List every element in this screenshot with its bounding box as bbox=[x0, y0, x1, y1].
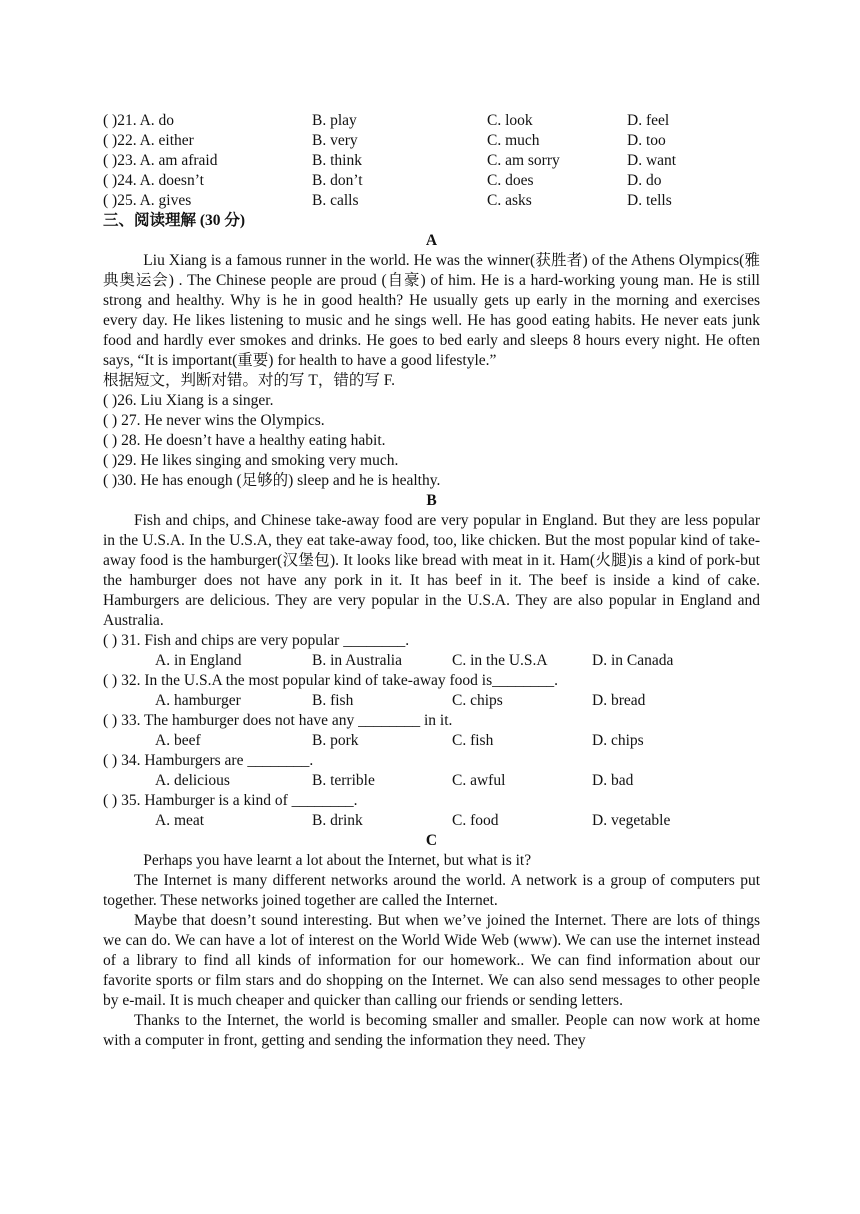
option-a: ( )22. A. either bbox=[103, 132, 194, 149]
option-a: A. meat bbox=[155, 812, 205, 829]
cloze-row-22 bbox=[103, 131, 760, 151]
passage-c-paragraph-2: The Internet is many different networks around the world. A network is a group of computers put together. These networks joined together are called the Internet. bbox=[103, 872, 760, 909]
option-a: A. beef bbox=[155, 732, 201, 749]
option-d: D. in Canada bbox=[592, 652, 674, 669]
option-b: B. don’t bbox=[312, 172, 363, 189]
option-b: B. drink bbox=[312, 812, 363, 829]
option-a: A. hamburger bbox=[155, 692, 241, 709]
question-34-options bbox=[103, 771, 760, 791]
option-a: ( )25. A. gives bbox=[103, 192, 192, 209]
passage-a-label: A bbox=[425, 232, 438, 249]
question-32-options bbox=[103, 691, 760, 711]
option-c: C. look bbox=[487, 112, 533, 129]
question-30: ( )30. He has enough (足够的) sleep and he is healthy. bbox=[103, 472, 441, 489]
option-c: C. food bbox=[452, 812, 499, 829]
passage-c-paragraph-1: Perhaps you have learnt a lot about the Internet, but what is it? bbox=[143, 852, 532, 869]
question-33-options bbox=[103, 731, 760, 751]
question-34: ( ) 34. Hamburgers are ________. bbox=[103, 752, 314, 769]
question-26: ( )26. Liu Xiang is a singer. bbox=[103, 392, 274, 409]
question-35: ( ) 35. Hamburger is a kind of ________. bbox=[103, 792, 358, 809]
question-32: ( ) 32. In the U.S.A the most popular kind of take-away food is________. bbox=[103, 672, 559, 689]
instruction: 根据短文，判断对错。对的写 T，错的写 F. bbox=[103, 372, 395, 389]
option-c: C. chips bbox=[452, 692, 503, 709]
question-27: ( ) 27. He never wins the Olympics. bbox=[103, 412, 325, 429]
option-d: D. feel bbox=[627, 112, 670, 129]
option-c: C. fish bbox=[452, 732, 494, 749]
question-31-options bbox=[103, 651, 760, 671]
cloze-row-23 bbox=[103, 151, 760, 171]
option-d: D. bad bbox=[592, 772, 634, 789]
option-b: B. fish bbox=[312, 692, 354, 709]
option-c: C. much bbox=[487, 132, 540, 149]
cloze-row-21 bbox=[103, 111, 760, 131]
option-d: D. want bbox=[627, 152, 677, 169]
option-b: B. calls bbox=[312, 192, 359, 209]
question-33: ( ) 33. The hamburger does not have any ________ in it. bbox=[103, 712, 453, 729]
option-c: C. am sorry bbox=[487, 152, 560, 169]
option-d: D. too bbox=[627, 132, 666, 149]
option-a: ( )24. A. doesn’t bbox=[103, 172, 204, 189]
cloze-options bbox=[103, 111, 760, 211]
option-d: D. tells bbox=[627, 192, 672, 209]
option-a: A. in England bbox=[155, 652, 242, 669]
question-35-options bbox=[103, 811, 760, 831]
option-c: C. asks bbox=[487, 192, 532, 209]
option-b: B. in Australia bbox=[312, 652, 402, 669]
option-d: D. chips bbox=[592, 732, 644, 749]
option-a: A. delicious bbox=[155, 772, 230, 789]
passage-c-paragraph-4: Thanks to the Internet, the world is becoming smaller and smaller. People can now work at home with a computer in front, getting and sending the information they need. They bbox=[103, 1012, 760, 1049]
option-b: B. play bbox=[312, 112, 357, 129]
exam-page bbox=[103, 111, 760, 1051]
cloze-row-24 bbox=[103, 171, 760, 191]
option-b: B. very bbox=[312, 132, 358, 149]
passage-c-label: C bbox=[425, 832, 438, 849]
option-b: B. think bbox=[312, 152, 362, 169]
option-b: B. pork bbox=[312, 732, 359, 749]
section-title: 三、阅读理解 (30 分) bbox=[103, 212, 246, 229]
option-a: ( )21. A. do bbox=[103, 112, 175, 129]
question-31: ( ) 31. Fish and chips are very popular ________. bbox=[103, 632, 410, 649]
option-a: ( )23. A. am afraid bbox=[103, 152, 218, 169]
option-c: C. does bbox=[487, 172, 534, 189]
question-29: ( )29. He likes singing and smoking very much. bbox=[103, 452, 399, 469]
passage-b-text: Fish and chips, and Chinese take-away food are very popular in England. But they are less popular in the U.S.A. In the U.S.A, they eat take-away food, too, like chicken. But the most popular kind of take-away food is the hamburger(汉堡包). It looks like bread with meat in it. Ham(火腿)is a kind of pork-but the hamburger does not have any pork in it. It has beef in it. The beef is inside a kind of cake. Hamburgers are delicious. They are very popular in the U.S.A. They are also popular in England and Australia. bbox=[103, 512, 760, 629]
passage-a-text: Liu Xiang is a famous runner in the world. He was the winner(获胜者) of the Athens Olympics(雅典奥运会) . The Chinese people are proud (自豪) of him. He is a hard-working young man. He is still strong and healthy. Why is he in good health? He usually gets up early in the morning and exercises every day. He likes listening to music and he sings well. He has good eating habits. He never eats junk food and hardly ever smokes and drinks. He goes to bed early and sleeps 8 hours every night. He often says, “It is important(重要) for health to have a good lifestyle.” bbox=[103, 252, 760, 369]
option-c: C. awful bbox=[452, 772, 506, 789]
option-b: B. terrible bbox=[312, 772, 375, 789]
question-28: ( ) 28. He doesn’t have a healthy eating habit. bbox=[103, 432, 386, 449]
option-d: D. do bbox=[627, 172, 662, 189]
passage-b-label: B bbox=[426, 492, 437, 509]
cloze-row-25 bbox=[103, 191, 760, 211]
option-d: D. vegetable bbox=[592, 812, 671, 829]
option-c: C. in the U.S.A bbox=[452, 652, 548, 669]
option-d: D. bread bbox=[592, 692, 646, 709]
passage-c-paragraph-3: Maybe that doesn’t sound interesting. But when we’ve joined the Internet. There are lots of things we can do. We can have a lot of interest on the World Wide Web (www). We can use the internet instead of a library to find all kinds of information for our homework.. We can find information about our favorite sports or film stars and do shopping on the Internet. We can also send messages to other people by e-mail. It is much cheaper and quicker than calling our friends or sending letters. bbox=[103, 912, 760, 1009]
